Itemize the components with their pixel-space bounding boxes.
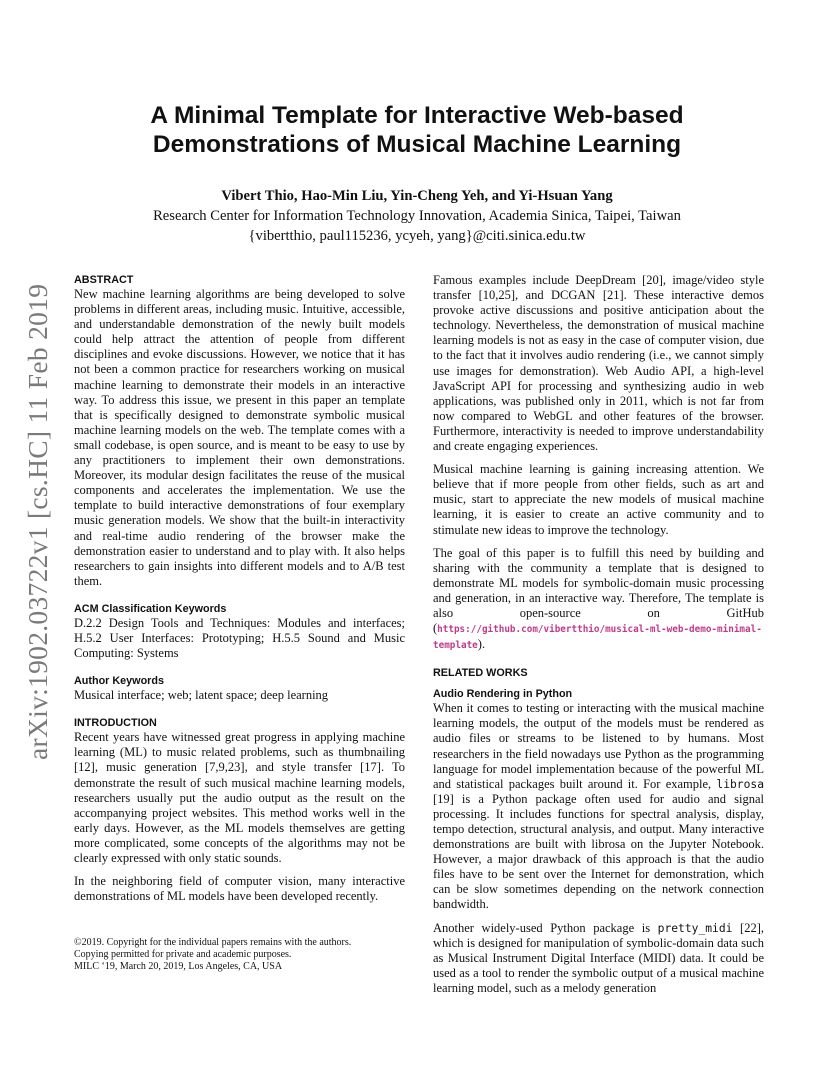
related-works-heading: RELATED WORKS bbox=[433, 667, 528, 680]
left-column bbox=[74, 273, 405, 904]
intro-paragraph-3: Famous examples include DeepDream [20], image/video style transfer [10,25], and DCGAN [21]. These interactive demos provoke active discussions and positive anticipation about the technology. Nevertheless, the demonstration of musical machine learning models is not as easy in the case of computer vision, due to the fact that it involves audio rendering (i.e., we cannot simply use images for demonstration). Web Audio API, a high-level JavaScript API for processing and synthesizing audio in web applications, was published only in 2011, which is not far from now compared to WebGL and other features of the browser. Furthermore, interactivity is needed to improve understandability and create engaging experiences. bbox=[433, 273, 764, 454]
intro-paragraph-5-text: The goal of this paper is to fulfill this need by building and sharing with the community a template that is designed to demonstrate ML models for symbolic-domain music processing and generation, in an interactive way. Therefore, The template is also open-source on GitHub ( bbox=[433, 545, 764, 636]
author-names: Vibert Thio, Hao-Min Liu, Yin-Cheng Yeh, and Yi-Hsuan Yang bbox=[221, 188, 613, 204]
related-paragraph-2-text-b: [22], which is designed for manipulation of symbolic-domain data such as Musical Instrument Digital Interface (MIDI) data. It could be used as a tool to render the symbolic output of a musical machine learning model, such as a melody generation bbox=[433, 920, 764, 995]
author-block bbox=[60, 186, 774, 246]
abstract-text: New machine learning algorithms are being developed to solve problems in different areas, including music. Intuitive, accessible, and understandable demonstration of the newly built models could help attract the attention of people from different disciplines and evoke discussions. However, we notice that it has not been a common practice for researchers working on musical machine learning to demonstrate their models in an interactive way. To address this issue, we present in this paper an template that is specifically designed to demonstrate symbolic musical machine learning models on the web. The template comes with a small codebase, is open source, and is meant to be easy to use by any practitioners to implement their own demonstrations. Moreover, its modular design facilitates the reuse of the musical components and accelerates the implementation. We use the template to build interactive demonstrations of four exemplary music generation models. We show that the built-in interactivity and real-time audio rendering of the browser make the demonstration easier to understand and to play with. It also helps researchers to gain insights into different models and to A/B test them. bbox=[74, 287, 405, 588]
title-line-2: Demonstrations of Musical Machine Learning bbox=[152, 131, 682, 158]
librosa-code: librosa bbox=[716, 777, 764, 791]
copyright-line-3: MILC ‘19, March 20, 2019, Los Angeles, CA, USA bbox=[74, 961, 283, 972]
related-paragraph-2-text-a: Another widely-used Python package is bbox=[433, 920, 658, 935]
related-paragraph-1-text-b: [19] is a Python package often used for audio and signal processing. It includes functions for spectral analysis, display, tempo detection, structural analysis, and output. Many interactive demonstrations are built with librosa on the Jupyter Notebook. However, a major drawback of this approach is that the audio files have to be sent over the Internet for demonstration, which can be slow sometimes depending on the network connection bandwidth. bbox=[433, 791, 764, 912]
right-column bbox=[433, 273, 764, 996]
title-line-1: A Minimal Template for Interactive Web-based bbox=[150, 102, 684, 129]
audio-rendering-heading: Audio Rendering in Python bbox=[433, 688, 573, 701]
copyright-line-2: Copying permitted for private and academic purposes. bbox=[74, 949, 292, 960]
arxiv-identifier: arXiv:1902.03722v1 [cs.HC] 11 Feb 2019 bbox=[22, 283, 53, 760]
introduction-heading: INTRODUCTION bbox=[74, 717, 157, 730]
intro-paragraph-5-end: ). bbox=[477, 637, 486, 652]
introduction-paragraph-2: In the neighboring field of computer vision, many interactive demonstrations of ML models have been developed recently. bbox=[74, 874, 405, 904]
intro-paragraph-5 bbox=[433, 546, 764, 654]
keywords-heading: Author Keywords bbox=[74, 675, 164, 688]
pretty-midi-code: pretty_midi bbox=[657, 921, 733, 935]
related-paragraph-1 bbox=[433, 701, 764, 912]
introduction-paragraph-1: Recent years have witnessed great progress in applying machine learning (ML) to music related problems, such as thumbnailing [12], music generation [7,9,23], and style transfer [17]. To demonstrate the result of such musical machine learning models, researchers usually put the audio output as the result on the accompanying project websites. This method works well in the early days. However, as the ML models themselves are getting more complicated, some concepts of the algorithms may not be clearly expressed with only static sounds. bbox=[74, 730, 405, 865]
copyright-line-1: ©2019. Copyright for the individual papers remains with the authors. bbox=[74, 937, 352, 948]
abstract-heading: ABSTRACT bbox=[74, 274, 134, 286]
github-link[interactable]: https://github.com/vibertthio/musical-ml-web-demo-minimal-template bbox=[433, 624, 762, 652]
author-affiliation: Research Center for Information Technology Innovation, Academia Sinica, Taipei, Taiwan bbox=[153, 208, 681, 224]
intro-paragraph-4: Musical machine learning is gaining increasing attention. We believe that if more people from other fields, such as art and music, start to appreciate the new models of musical machine learning, it is easier to create an active community and to stimulate new ideas to improve the technology. bbox=[433, 462, 764, 537]
author-emails: {vibertthio, paul115236, ycyeh, yang}@citi.sinica.edu.tw bbox=[248, 228, 586, 244]
related-paragraph-1-text-a: When it comes to testing or interacting with the musical machine learning models, the output of the models must be rendered as audio files or streams to be listened to by humans. Most researchers in the field nowadays use Python as the programming language for model implementation because of the powerful ML and statistical packages built around it. For example, bbox=[433, 701, 764, 791]
acm-text: D.2.2 Design Tools and Techniques: Modules and interfaces; H.5.2 User Interfaces: Prototyping; H.5.5 Sound and Music Computing: Systems bbox=[74, 615, 405, 661]
copyright-notice bbox=[74, 937, 405, 973]
related-paragraph-2 bbox=[433, 921, 764, 996]
paper-title bbox=[60, 101, 774, 159]
keywords-text: Musical interface; web; latent space; deep learning bbox=[74, 688, 329, 703]
acm-heading: ACM Classification Keywords bbox=[74, 602, 227, 615]
